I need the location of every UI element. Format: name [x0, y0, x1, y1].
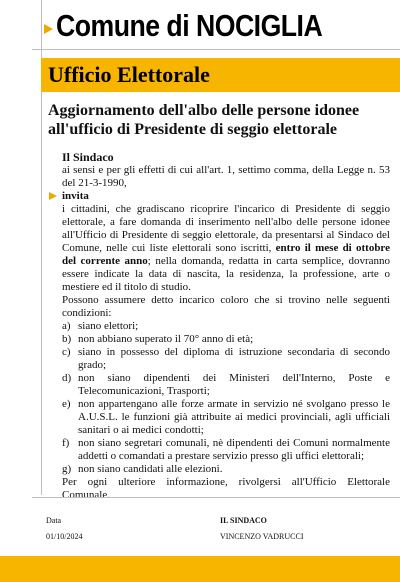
header-divider [32, 49, 400, 50]
condition-text: siano elettori; [78, 320, 139, 332]
condition-item [62, 398, 390, 437]
issuer-heading: Il Sindaco [62, 150, 114, 164]
date-label: Data [46, 516, 62, 525]
condition-text: non siano segretari comunali, nè dipendenti dei Comuni normalmente addetti o comandati a prestare servizio presso gli uffici elettorali; [78, 437, 390, 462]
triangle-arrow-icon [49, 192, 57, 200]
municipality-title: Comune di NOCIGLIA [56, 8, 323, 43]
bottom-band [0, 556, 400, 582]
condition-item [62, 320, 390, 333]
condition-letter: f) [62, 437, 70, 449]
signer-label: IL SINDACO [220, 516, 267, 525]
footer-divider [32, 497, 400, 498]
date-value: 01/10/2024 [46, 532, 83, 541]
condition-letter: a) [62, 320, 71, 332]
office-title: Ufficio Elettorale [48, 62, 210, 87]
triangle-arrow-icon [44, 24, 53, 34]
deadline-text: entro il mese di ottobre del corrente anno [62, 242, 391, 267]
condition-letter: g) [62, 463, 72, 475]
conditions-intro: Possono assumere detto incarico coloro che si trovino nelle seguenti condizioni: [62, 294, 390, 319]
condition-letter: d) [62, 372, 72, 384]
condition-item [62, 437, 390, 463]
invitation-text-start: i cittadini, che gradiscano ricoprire l'incarico di Presidente di seggio elettorale, a fare domanda di inserimento nell'albo delle persone idonee all'Ufficio di Presidente di seggio elettorale, da presentarsi al Sindaco del Comune, nelle cui liste elettorali sono iscritti, [62, 203, 390, 254]
condition-item [62, 333, 390, 346]
notice-body [62, 150, 390, 502]
condition-text: siano in possesso del diploma di istruzione secondaria di secondo grado; [78, 346, 390, 371]
condition-item [62, 372, 390, 398]
header [44, 6, 366, 46]
invitation-paragraph [62, 203, 390, 294]
condition-item [62, 346, 390, 372]
condition-text: non siano candidati alle elezioni. [78, 463, 223, 475]
condition-letter: b) [62, 333, 72, 345]
invita-line [62, 190, 390, 203]
conditions-list [62, 320, 390, 476]
invitation-text-end: ; nella domanda, redatta in carta semplice, dovranno essere indicate la data di nascita, la residenza, la professione, arte o mestiere ed il titolo di studio. [62, 255, 390, 293]
legal-premise: ai sensi e per gli effetti di cui all'art. 1, settimo comma, della Legge n. 53 del 21-3-1990, [62, 164, 390, 189]
condition-item [62, 463, 390, 476]
condition-letter: c) [62, 346, 71, 358]
invita-label: invita [62, 190, 89, 202]
closing-note: Per ogni ulteriore informazione, rivolgersi all'Ufficio Elettorale Comunale. [62, 476, 390, 501]
condition-text: non abbiano superato il 70° anno di età; [78, 333, 254, 345]
condition-letter: e) [62, 398, 71, 410]
notice-subject: Aggiornamento dell'albo delle persone idonee all'ufficio di Presidente di seggio elettorale [48, 102, 360, 138]
condition-text: non appartengano alle forze armate in servizio né svolgano presso le A.U.S.L. le funzioni già attribuite ai medici provinciali, agli ufficiali sanitari o ai medici condotti; [78, 398, 390, 436]
condition-text: non siano dipendenti dei Ministeri dell'Interno, Poste e Telecomunicazioni, Trasporti; [78, 372, 390, 397]
signer-name: VINCENZO VADRUCCI [220, 532, 304, 541]
